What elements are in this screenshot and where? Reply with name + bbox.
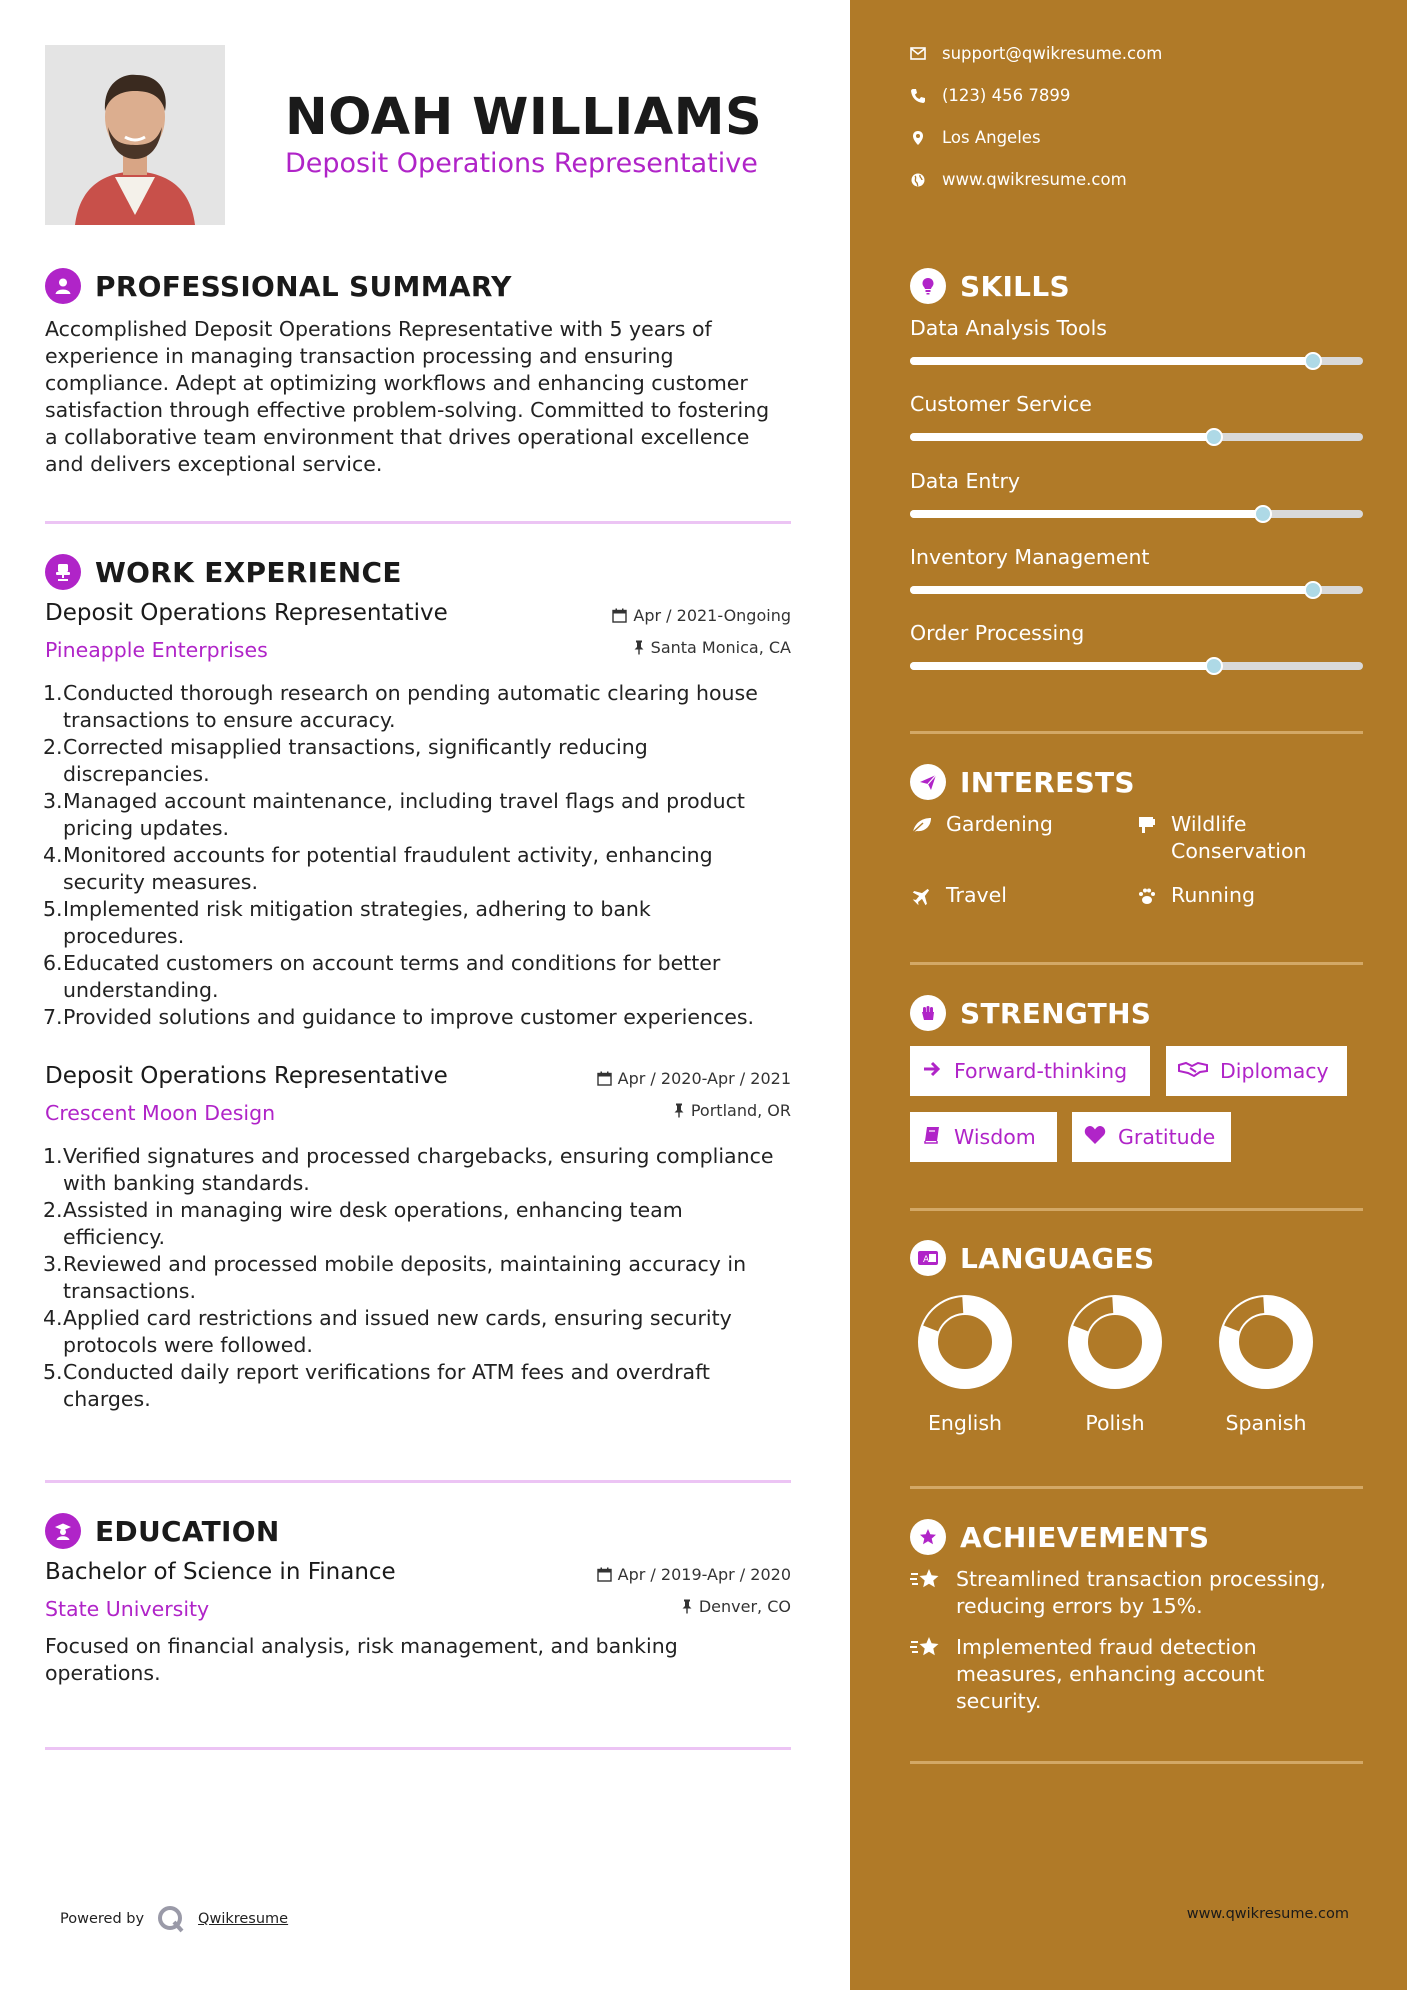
fist-icon (910, 995, 946, 1031)
section-divider (910, 1486, 1363, 1489)
education-location-text: Denver, CO (698, 1597, 791, 1616)
language-ring-gap (1232, 1305, 1264, 1328)
interests-heading: INTERESTS (960, 765, 1135, 799)
strength-label: Wisdom (954, 1125, 1036, 1149)
education-date (597, 1565, 791, 1584)
candidate-name: NOAH WILLIAMS (285, 88, 763, 147)
skill-item (910, 545, 1363, 569)
job-company: Pineapple Enterprises (45, 638, 268, 662)
job-location-text: Santa Monica, CA (650, 638, 791, 657)
achievement-line: measures, enhancing account (956, 1662, 1265, 1686)
language-name: Spanish (1225, 1411, 1307, 1435)
achievement-item (910, 1566, 1363, 1620)
summary-line: compliance. Adept at optimizing workflows and enhancing customer (45, 371, 748, 395)
skill-bar (910, 510, 1363, 518)
list-item: 1. Conducted thorough research on pending automatic clearing house transactions to ensure accuracy. (43, 681, 758, 732)
interest-item (910, 882, 1007, 909)
job-title: Deposit Operations Representative (45, 1063, 448, 1089)
job-title: Deposit Operations Representative (45, 600, 448, 626)
user-icon (45, 268, 81, 304)
achievement-line: security. (956, 1689, 1042, 1713)
skill-knob (1205, 657, 1223, 675)
list-item: 7. Provided solutions and guidance to improve customer experiences. (43, 1005, 755, 1029)
skill-name: Data Entry (910, 469, 1021, 493)
skill-item (910, 621, 1363, 645)
skill-bar (910, 662, 1363, 670)
paw-icon (1135, 882, 1159, 909)
summary-line: satisfaction through effective problem-solving. Committed to fostering (45, 398, 770, 422)
achievement-line: Implemented fraud detection (956, 1635, 1257, 1659)
list-item: 5. Implemented risk mitigation strategies, adhering to bank procedures. (43, 897, 651, 948)
job-location (673, 1101, 791, 1120)
experience-heading: WORK EXPERIENCE (95, 555, 402, 589)
phone-text: (123) 456 7899 (942, 86, 1071, 105)
job-date-text: Apr / 2020-Apr / 2021 (617, 1069, 791, 1088)
list-item: 4. Monitored accounts for potential fraudulent activity, enhancing security measures. (43, 843, 713, 894)
list-item: 2. Corrected misapplied transactions, significantly reducing discrepancies. (43, 735, 648, 786)
star-icon (910, 1566, 944, 1593)
strength-label: Forward-thinking (954, 1059, 1128, 1083)
job-responsibilities (45, 680, 805, 1031)
envelope-icon (910, 47, 926, 60)
education-heading: EDUCATION (95, 1514, 280, 1548)
skill-fill (910, 586, 1313, 594)
paper-plane-icon (910, 764, 946, 800)
contact-phone[interactable] (910, 86, 1070, 105)
summary-header (45, 268, 512, 304)
strength-label: Diplomacy (1220, 1059, 1329, 1083)
strength-chip (1072, 1112, 1231, 1162)
job-entry (45, 1063, 791, 1423)
calendar-icon (597, 1567, 612, 1582)
skill-knob (1304, 581, 1322, 599)
education-description (45, 1633, 678, 1687)
language-ring (1066, 1293, 1164, 1391)
sign-icon (1135, 811, 1159, 838)
plane-icon (910, 882, 934, 909)
map-marker-icon (910, 130, 926, 146)
education-date-text: Apr / 2019-Apr / 2020 (617, 1565, 791, 1584)
phone-icon (910, 88, 926, 104)
skill-item (910, 392, 1363, 416)
list-item: 6. Educated customers on account terms and conditions for better understanding. (43, 951, 721, 1002)
section-divider (910, 731, 1363, 734)
education-line: Focused on financial analysis, risk management, and banking (45, 1634, 678, 1658)
translate-icon (910, 1240, 946, 1276)
strengths-header (910, 995, 1151, 1031)
strengths-heading: STRENGTHS (960, 996, 1152, 1030)
skill-bar (910, 586, 1363, 594)
skill-bar (910, 357, 1363, 365)
location-text: Los Angeles (942, 128, 1041, 147)
footer-website[interactable]: www.qwikresume.com (1186, 1906, 1349, 1922)
language-ring-gap (1081, 1305, 1113, 1328)
arrow-right-icon (922, 1059, 942, 1083)
language-name: Polish (1085, 1411, 1145, 1435)
interest-label: Gardening (946, 812, 1053, 836)
section-divider (910, 962, 1363, 965)
list-item: 5. Conducted daily report verifications for ATM fees and overdraft charges. (43, 1360, 710, 1411)
education-header (45, 1513, 280, 1549)
section-divider (45, 1480, 791, 1483)
interest-item (1135, 811, 1307, 865)
strength-chip (1166, 1046, 1347, 1096)
job-company: Crescent Moon Design (45, 1101, 276, 1125)
summary-line: and delivers exceptional service. (45, 452, 383, 476)
pin-icon (681, 1599, 693, 1614)
skill-fill (910, 433, 1214, 441)
achievements-heading: ACHIEVEMENTS (960, 1520, 1210, 1554)
sidebar (850, 0, 1407, 1990)
list-item: 3. Reviewed and processed mobile deposits, maintaining accuracy in transactions. (43, 1252, 747, 1303)
list-item: 2. Assisted in managing wire desk operations, enhancing team efficiency. (43, 1198, 683, 1249)
skill-knob (1304, 352, 1322, 370)
education-line: operations. (45, 1661, 161, 1685)
list-item: 3. Managed account maintenance, including travel flags and product pricing updates. (43, 789, 745, 840)
languages-heading: LANGUAGES (960, 1241, 1155, 1275)
summary-line: a collaborative team environment that drives operational excellence (45, 425, 750, 449)
language-ring-gap (931, 1305, 963, 1328)
strength-label: Gratitude (1118, 1125, 1216, 1149)
contact-location (910, 128, 1041, 147)
section-divider (910, 1208, 1363, 1211)
interest-label: Conservation (1171, 839, 1307, 863)
interest-label: Running (1171, 883, 1256, 907)
skill-fill (910, 510, 1263, 518)
heart-icon (1084, 1125, 1106, 1150)
powered-by-label: Powered by (60, 1911, 145, 1927)
education-entry (45, 1559, 791, 1699)
job-entry (45, 600, 791, 1030)
website-text: www.qwikresume.com (942, 170, 1127, 189)
skill-fill (910, 662, 1214, 670)
skill-name: Inventory Management (910, 545, 1150, 569)
languages-header (910, 1240, 1154, 1276)
pin-icon (673, 1103, 685, 1118)
list-item: 4. Applied card restrictions and issued new cards, ensuring security protocols were followed. (43, 1306, 732, 1357)
job-date (612, 606, 791, 625)
graduate-icon (45, 1513, 81, 1549)
language-item (910, 1293, 1020, 1435)
experience-header (45, 554, 402, 590)
job-date-text: Apr / 2021-Ongoing (633, 606, 791, 625)
contact-website[interactable] (910, 170, 1127, 189)
handshake-icon (1178, 1059, 1208, 1083)
language-ring (1217, 1293, 1315, 1391)
powered-by (60, 1904, 288, 1934)
section-divider (45, 521, 791, 524)
lightbulb-icon (910, 268, 946, 304)
interest-label: Travel (946, 883, 1007, 907)
summary-heading: PROFESSIONAL SUMMARY (95, 269, 512, 303)
skill-fill (910, 357, 1313, 365)
job-date (597, 1069, 791, 1088)
star-icon (910, 1634, 944, 1661)
skills-heading: SKILLS (960, 269, 1070, 303)
qwikresume-link[interactable]: Qwikresume (198, 1911, 289, 1927)
contact-email[interactable] (910, 44, 1162, 63)
summary-text (45, 316, 795, 478)
job-location-text: Portland, OR (690, 1101, 791, 1120)
email-text: support@qwikresume.com (942, 44, 1163, 63)
section-divider (45, 1747, 791, 1750)
skill-knob (1254, 505, 1272, 523)
interests-header (910, 764, 1135, 800)
skill-item (910, 316, 1363, 340)
interest-label: Wildlife (1171, 812, 1247, 836)
achievement-line: reducing errors by 15%. (956, 1594, 1203, 1618)
summary-line: Accomplished Deposit Operations Representative with 5 years of (45, 317, 712, 341)
book-icon (922, 1125, 942, 1150)
chair-icon (45, 554, 81, 590)
leaf-icon (910, 811, 934, 838)
skill-name: Order Processing (910, 621, 1085, 645)
language-item (1060, 1293, 1170, 1435)
skill-bar (910, 433, 1363, 441)
language-name: English (927, 1411, 1003, 1435)
star-badge-icon (910, 1519, 946, 1555)
skill-name: Data Analysis Tools (910, 316, 1107, 340)
education-location (681, 1597, 791, 1616)
job-responsibilities (45, 1143, 805, 1413)
language-ring (916, 1293, 1014, 1391)
skills-header (910, 268, 1070, 304)
job-location (633, 638, 791, 657)
skill-knob (1205, 428, 1223, 446)
list-item: 1. Verified signatures and processed chargebacks, ensuring compliance with banking standards. (43, 1144, 774, 1195)
summary-line: experience in managing transaction processing and ensuring (45, 344, 674, 368)
strength-chip (910, 1046, 1150, 1096)
achievement-line: Streamlined transaction processing, (956, 1567, 1327, 1591)
globe-icon (910, 172, 926, 188)
profile-photo (45, 45, 225, 225)
svg-text:A: A (923, 1255, 930, 1265)
calendar-icon (597, 1071, 612, 1086)
achievements-header (910, 1519, 1209, 1555)
skill-name: Customer Service (910, 392, 1092, 416)
candidate-title: Deposit Operations Representative (285, 148, 758, 179)
language-item (1211, 1293, 1321, 1435)
qwikresume-logo-icon (156, 1904, 186, 1934)
achievement-item (910, 1634, 1363, 1715)
calendar-icon (612, 608, 627, 623)
strength-chip (910, 1112, 1057, 1162)
skill-item (910, 469, 1363, 493)
school-name: State University (45, 1597, 210, 1621)
degree-title: Bachelor of Science in Finance (45, 1559, 396, 1585)
pin-icon (633, 640, 645, 655)
interest-item (910, 811, 1053, 838)
section-divider (910, 1761, 1363, 1764)
interest-item (1135, 882, 1255, 909)
